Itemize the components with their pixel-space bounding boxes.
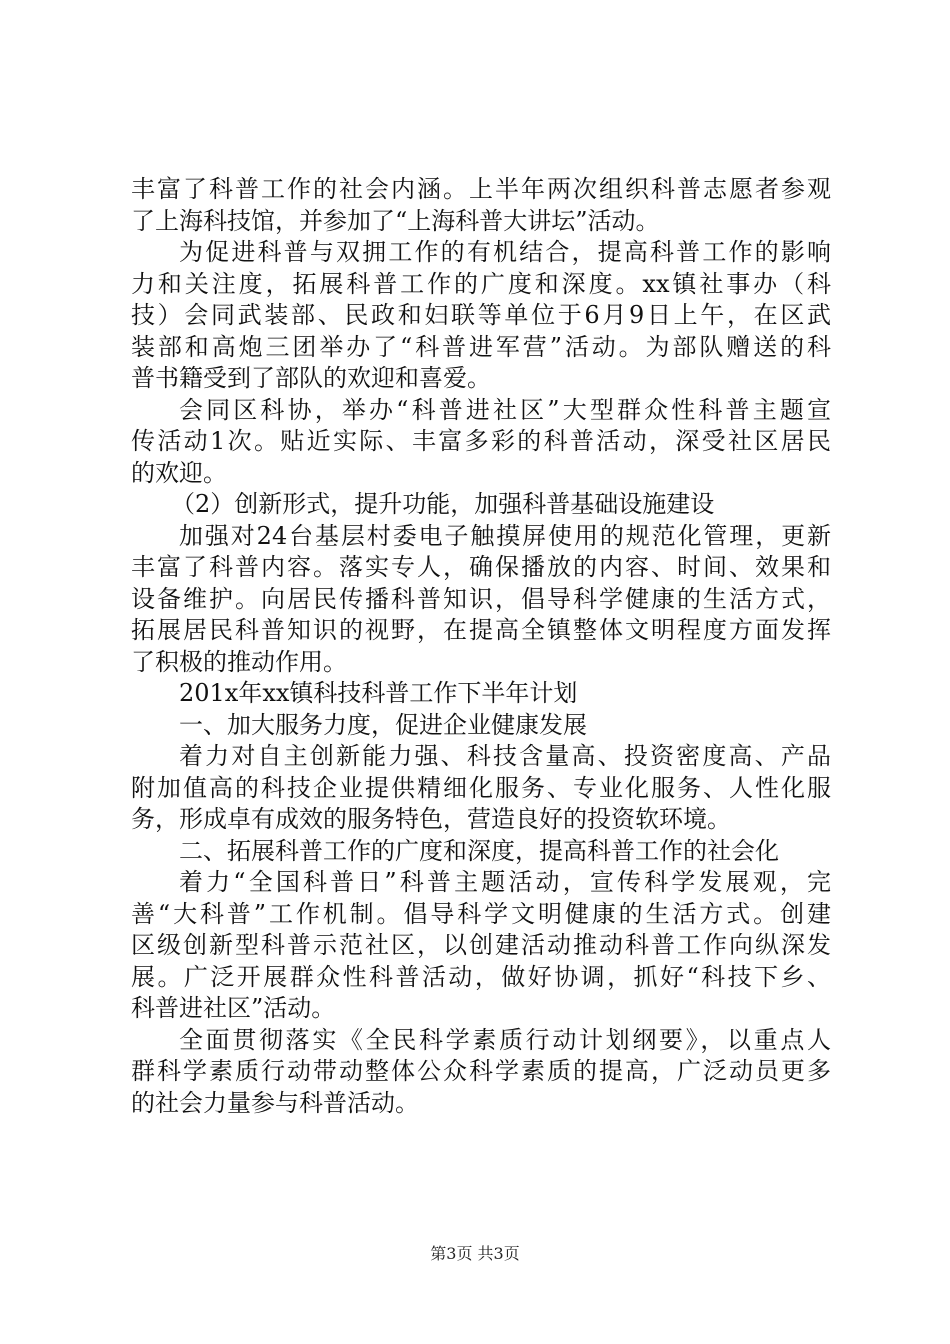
text-line: 善“大科普”工作机制。倡导科学文明健康的生活方式。创建 — [131, 899, 831, 928]
section-heading: 二、拓展科普工作的广度和深度，提高科普工作的社会化 — [179, 836, 779, 865]
text-line: 丰富了科普工作的社会内涵。上半年两次组织科普志愿者参观 — [131, 175, 831, 203]
paragraph-start-line: 为促进科普与双拥工作的有机结合，提高科普工作的影响 — [179, 238, 831, 266]
text-line: 普书籍受到了部队的欢迎和喜爱。 — [131, 364, 491, 392]
text-line: 技）会同武装部、民政和妇联等单位于6月9日上午，在区武 — [131, 301, 831, 329]
text-line: 务，形成卓有成效的服务特色，营造良好的投资软环境。 — [131, 805, 731, 833]
text-line: 丰富了科普内容。落实专人，确保播放的内容、时间、效果和 — [131, 553, 831, 581]
text-line: 力和关注度，拓展科普工作的广度和深度。xx镇社事办（科 — [131, 269, 831, 298]
text-line: 装部和高炮三团举办了“科普进军营”活动。为部队赠送的科 — [131, 332, 831, 361]
text-line: 附加值高的科技企业提供精细化服务、专业化服务、人性化服 — [131, 773, 831, 802]
text-line: 拓展居民科普知识的视野，在提高全镇整体文明程度方面发挥 — [131, 616, 831, 644]
section-heading: （2）创新形式，提升功能，加强科普基础设施建设 — [171, 490, 715, 518]
text-line: 的社会力量参与科普活动。 — [131, 1088, 419, 1117]
text-line: 群科学素质行动带动整体公众科学素质的提高，广泛动员更多 — [131, 1057, 831, 1085]
text-line: 的欢迎。 — [131, 458, 227, 487]
text-line: 科普进社区”活动。 — [131, 994, 336, 1022]
document-body — [131, 174, 831, 1119]
paragraph-start-line: 全面贯彻落实《全民科学素质行动计划纲要》，以重点人 — [179, 1025, 831, 1054]
section-heading: 一、加大服务力度，促进企业健康发展 — [179, 710, 587, 739]
paragraph-start-line: 着力对自主创新能力强、科技含量高、投资密度高、产品 — [179, 742, 831, 770]
text-line: 设备维护。向居民传播科普知识，倡导科学健康的生活方式， — [131, 584, 831, 613]
text-line: 了上海科技馆，并参加了“上海科普大讲坛”活动。 — [131, 206, 660, 235]
plan-title: 201x年xx镇科技科普工作下半年计划 — [179, 679, 578, 707]
text-line: 了积极的推动作用。 — [131, 647, 347, 676]
text-line: 传活动1次。贴近实际、丰富多彩的科普活动，深受社区居民 — [131, 427, 831, 455]
paragraph-start-line: 会同区科协，举办“科普进社区”大型群众性科普主题宣 — [179, 395, 831, 424]
paragraph-start-line: 加强对24台基层村委电子触摸屏使用的规范化管理，更新 — [179, 521, 831, 550]
page-footer: 第3页 共3页 — [430, 1244, 520, 1263]
text-line: 区级创新型科普示范社区，以创建活动推动科普工作向纵深发 — [131, 931, 831, 959]
paragraph-start-line: 着力“全国科普日”科普主题活动，宣传科学发展观，完 — [179, 868, 831, 896]
text-line: 展。广泛开展群众性科普活动，做好协调，抓好“科技下乡、 — [131, 962, 831, 991]
